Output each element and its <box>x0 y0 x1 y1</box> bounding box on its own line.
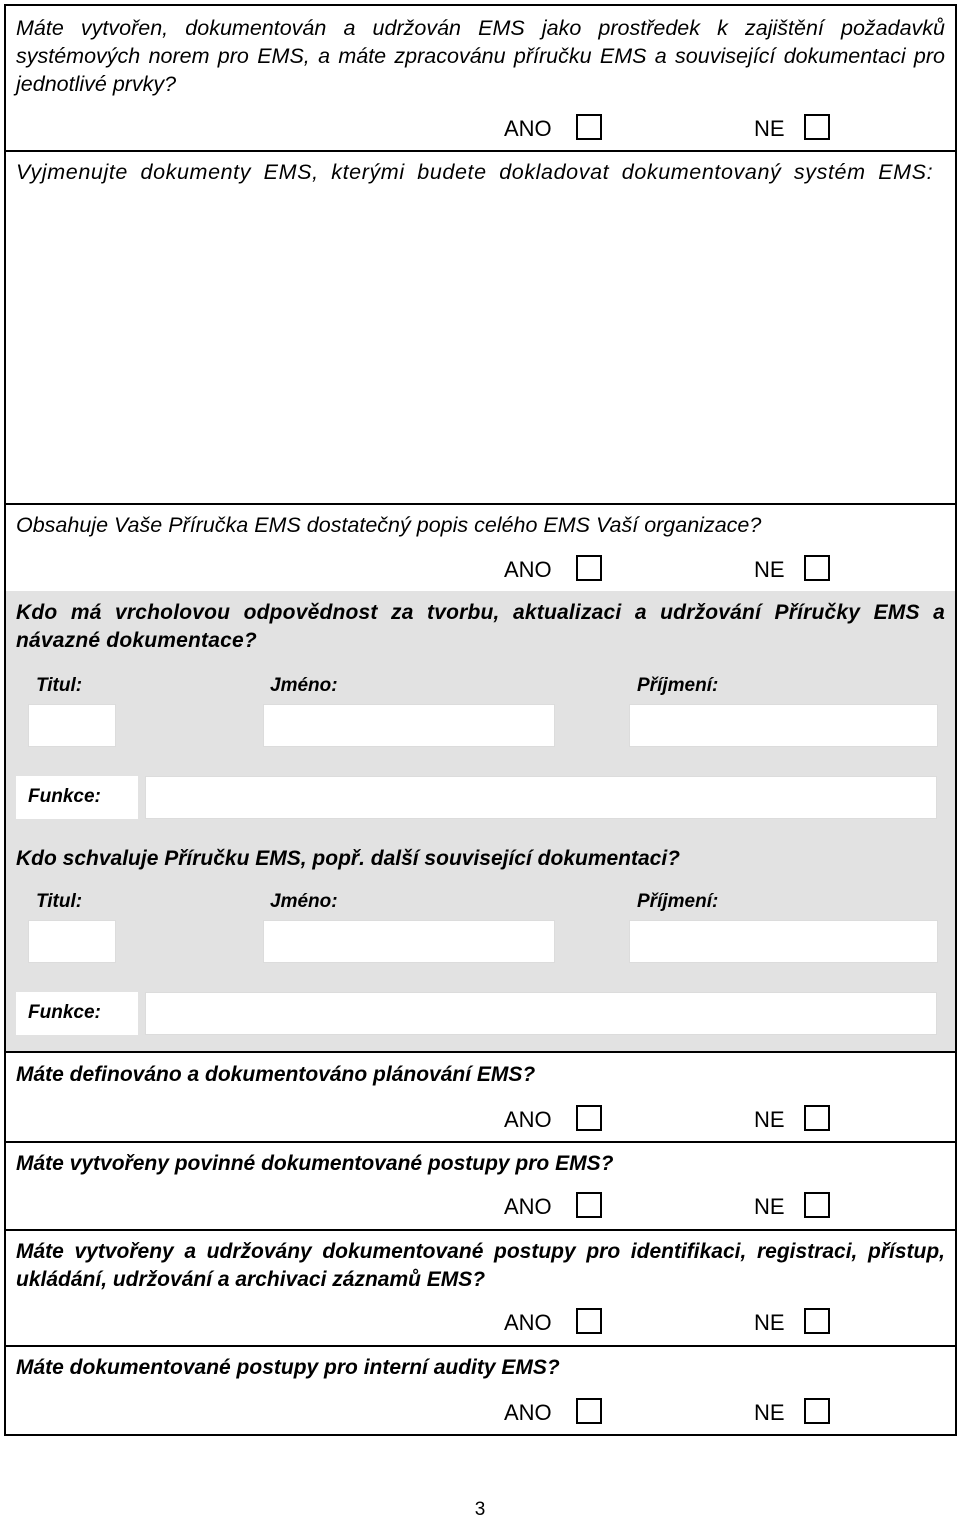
documents-answer-area[interactable] <box>8 222 953 501</box>
section-q6 <box>4 1053 957 1143</box>
jmeno-input[interactable] <box>263 920 555 963</box>
question-ems-planning: Máte definováno a dokumentováno plánování EMS? <box>16 1063 536 1086</box>
yes-no-q1 <box>504 114 834 148</box>
yes-checkbox[interactable] <box>576 555 602 581</box>
titul-input[interactable] <box>28 704 116 747</box>
section-q2 <box>4 150 957 505</box>
yes-label: ANO <box>504 1194 552 1219</box>
section-q8 <box>4 1230 957 1347</box>
yes-no-q3 <box>504 555 834 589</box>
funkce-label-cell <box>16 776 138 819</box>
yes-label: ANO <box>504 1310 552 1335</box>
yes-checkbox[interactable] <box>576 114 602 140</box>
question-approves-manual: Kdo schvaluje Příručku EMS, popř. další související dokumentaci? <box>16 847 681 870</box>
section-q7 <box>4 1142 957 1231</box>
no-checkbox[interactable] <box>804 555 830 581</box>
funkce-input[interactable] <box>145 992 937 1035</box>
page-number: 3 <box>474 1499 486 1520</box>
section-q1 <box>4 4 957 153</box>
yes-label: ANO <box>504 1107 552 1132</box>
question-list-ems-documents: Vyjmenujte dokumenty EMS, kterými budete dokladovat dokumentovaný systém EMS: <box>16 160 934 184</box>
titul-label: Titul: <box>36 891 83 912</box>
prijmeni-label: Příjmení: <box>637 675 719 696</box>
jmeno-label: Jméno: <box>270 675 338 696</box>
section-q3 <box>4 503 957 593</box>
no-label: NE <box>754 1310 785 1335</box>
question-top-responsibility: Kdo má vrcholovou odpovědnost za tvorbu, aktualizaci a udržování Příručky EMS a návazné dokumentace? <box>16 601 945 652</box>
prijmeni-label: Příjmení: <box>637 891 719 912</box>
question-records-procedures: Máte vytvořeny a udržovány dokumentované postupy pro identifikaci, registraci, přístup, ukládání, udržování a archivaci záznamů EMS? <box>16 1240 945 1291</box>
yes-no-q6 <box>504 1105 834 1139</box>
no-checkbox[interactable] <box>804 1308 830 1334</box>
yes-checkbox[interactable] <box>576 1308 602 1334</box>
question-internal-audits: Máte dokumentované postupy pro interní audity EMS? <box>16 1356 560 1379</box>
prijmeni-input[interactable] <box>629 920 938 963</box>
yes-no-q9 <box>504 1398 834 1432</box>
yes-checkbox[interactable] <box>576 1192 602 1218</box>
question-mandatory-procedures: Máte vytvořeny povinné dokumentované postupy pro EMS? <box>16 1152 614 1175</box>
no-label: NE <box>754 557 785 582</box>
yes-label: ANO <box>504 116 552 141</box>
no-checkbox[interactable] <box>804 114 830 140</box>
section-q4 <box>4 591 957 837</box>
no-checkbox[interactable] <box>804 1192 830 1218</box>
yes-checkbox[interactable] <box>576 1105 602 1131</box>
question-manual-description: Obsahuje Vaše Příručka EMS dostatečný popis celého EMS Vaší organizace? <box>16 513 762 537</box>
yes-label: ANO <box>504 557 552 582</box>
yes-label: ANO <box>504 1400 552 1425</box>
funkce-label-cell <box>16 992 138 1035</box>
funkce-label: Funkce: <box>28 786 101 807</box>
funkce-input[interactable] <box>145 776 937 819</box>
jmeno-input[interactable] <box>263 704 555 747</box>
no-label: NE <box>754 1107 785 1132</box>
prijmeni-input[interactable] <box>629 704 938 747</box>
section-q5 <box>4 837 957 1053</box>
yes-checkbox[interactable] <box>576 1398 602 1424</box>
yes-no-q7 <box>504 1192 834 1226</box>
funkce-label: Funkce: <box>28 1002 101 1023</box>
no-label: NE <box>754 1400 785 1425</box>
titul-input[interactable] <box>28 920 116 963</box>
jmeno-label: Jméno: <box>270 891 338 912</box>
section-q9 <box>4 1346 957 1436</box>
titul-label: Titul: <box>36 675 83 696</box>
question-ems-documented: Máte vytvořen, dokumentován a udržován EMS jako prostředek k zajištění požadavků systémových norem pro EMS, a máte zpracovánu příručku EMS a související dokumentaci pro jednotlivé prvky? <box>16 16 945 96</box>
no-label: NE <box>754 116 785 141</box>
yes-no-q8 <box>504 1308 834 1342</box>
no-label: NE <box>754 1194 785 1219</box>
no-checkbox[interactable] <box>804 1398 830 1424</box>
no-checkbox[interactable] <box>804 1105 830 1131</box>
